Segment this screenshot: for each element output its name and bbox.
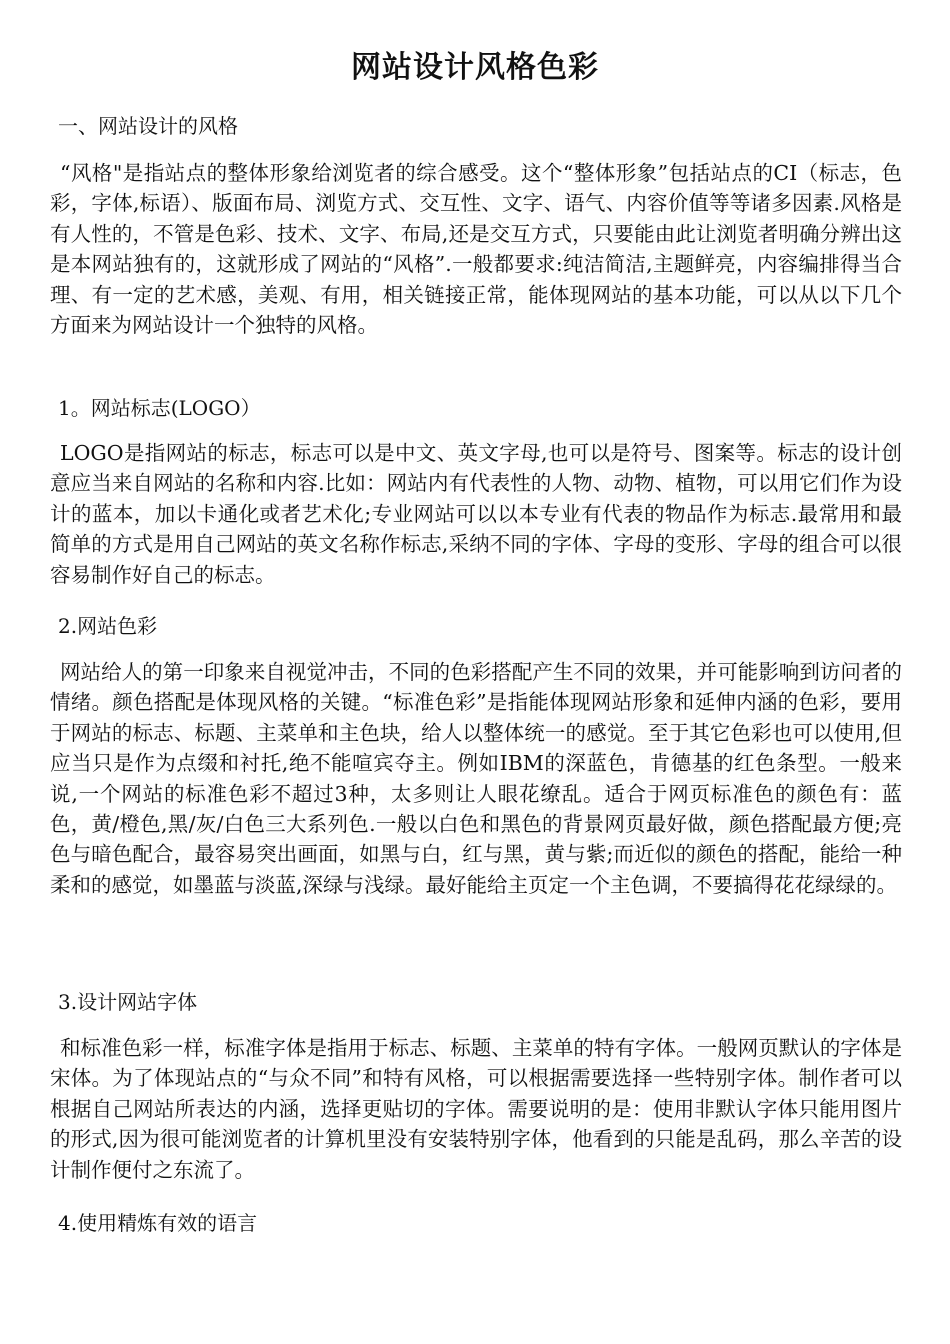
section-heading-language: 4.使用精炼有效的语言 <box>58 1211 258 1235</box>
section-heading-color: 2.网站色彩 <box>58 614 158 638</box>
section-paragraph-logo: LOGO是指网站的标志，标志可以是中文、英文字母,也可以是符号、图案等。标志的设计创意应当来自网站的名称和内容.比如：网站内有代表性的人物、动物、植物，可以用它们作为设计的蓝本，加以卡通化或者艺术化;专业网站可以以本专业有代表的物品作为标志.最常用和最简单的方式是用自己网站的英文名称作标志,采纳不同的字体、字母的变形、字母的组合可以很容易制作好自己的标志。 <box>50 441 902 587</box>
section-heading-style: 一、网站设计的风格 <box>58 114 238 138</box>
section-heading-font: 3.设计网站字体 <box>58 990 198 1014</box>
section-paragraph-font: 和标准色彩一样，标准字体是指用于标志、标题、主菜单的特有字体。一般网页默认的字体是宋体。为了体现站点的“与众不同”和特有风格，可以根据需要选择一些特别字体。制作者可以根据自己网站所表达的内涵，选择更贴切的字体。需要说明的是：使用非默认字体只能用图片的形式,因为很可能浏览者的计算机里没有安装特别字体，他看到的只能是乱码，那么辛苦的设计制作便付之东流了。 <box>50 1036 902 1182</box>
section-heading-logo: 1。网站标志(LOGO） <box>58 396 261 420</box>
section-paragraph-color: 网站给人的第一印象来自视觉冲击，不同的色彩搭配产生不同的效果，并可能影响到访问者的情绪。颜色搭配是体现风格的关键。“标准色彩”是指能体现网站形象和延伸内涵的色彩，要用于网站的标志、标题、主菜单和主色块，给人以整体统一的感觉。至于其它色彩也可以使用,但应当只是作为点缀和衬托,绝不能喧宾夺主。例如IBM的深蓝色，肯德基的红色条型。一般来说,一个网站的标准色彩不超过3种，太多则让人眼花缭乱。适合于网页标准色的颜色有：蓝色，黄/橙色,黑/灰/白色三大系列色.一般以白色和黑色的背景网页最好做，颜色搭配最方便;亮色与暗色配合，最容易突出画面，如黑与白，红与黑，黄与紫;而近似的颜色的搭配，能给一种柔和的感觉，如墨蓝与淡蓝,深绿与浅绿。最好能给主页定一个主色调，不要搞得花花绿绿的。 <box>50 660 902 897</box>
page-title: 网站设计风格色彩 <box>351 50 599 85</box>
section-paragraph-style: “风格"是指站点的整体形象给浏览者的综合感受。这个“整体形象”包括站点的CI（标志，色彩，字体,标语）、版面布局、浏览方式、交互性、文字、语气、内容价值等等诸多因素.风格是有人性的，不管是色彩、技术、文字、布局,还是交互方式，只要能由此让浏览者明确分辨出这是本网站独有的，这就形成了网站的“风格”.一般都要求:纯洁简洁,主题鲜亮，内容编排得当合理、有一定的艺术感，美观、有用，相关链接正常，能体现网站的基本功能，可以从以下几个方面来为网站设计一个独特的风格。 <box>50 161 902 338</box>
